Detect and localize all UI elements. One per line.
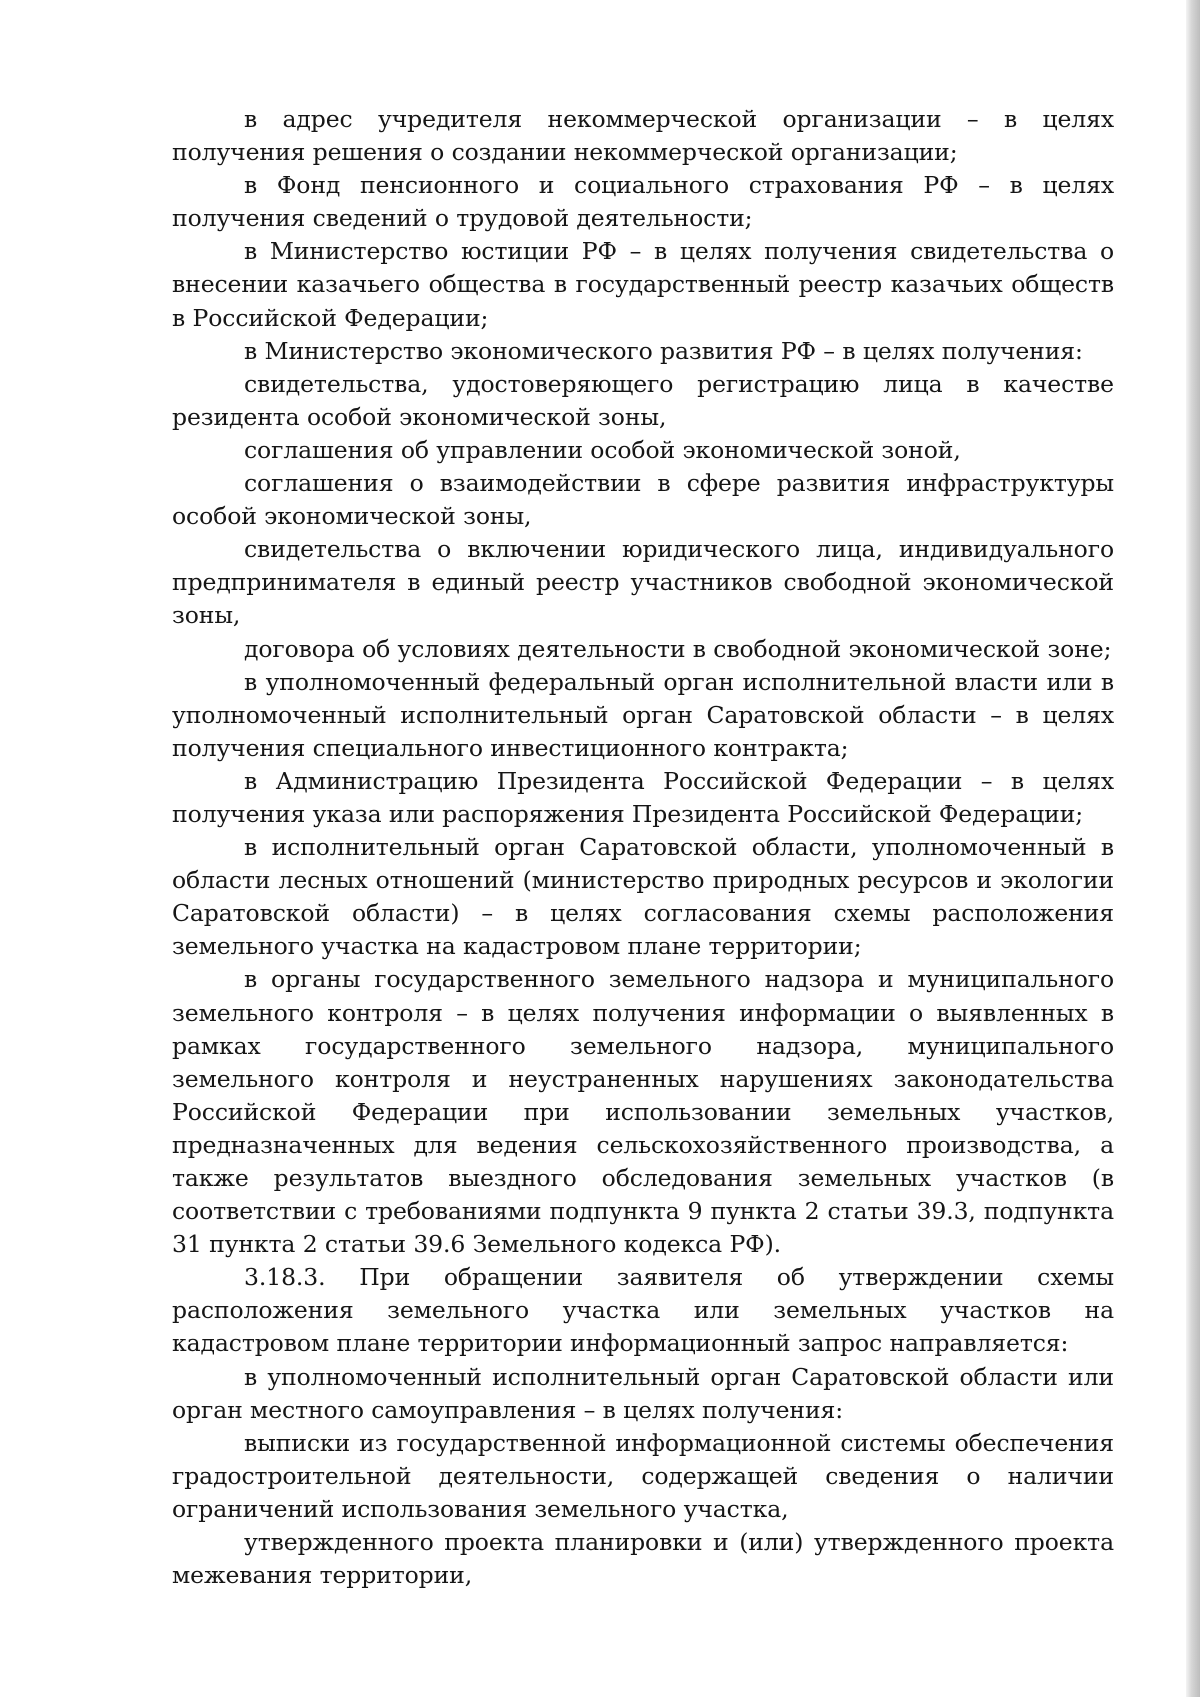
paragraph-free-zone-registry: свидетельства о включении юридического лица, индивидуального предпринимателя в единый реестр участников свободной экономической зоны, bbox=[172, 535, 1114, 630]
paragraph-regional-authority: в уполномоченный исполнительный орган Саратовской области или орган местного самоуправления – в целях получения: bbox=[172, 1362, 1114, 1424]
paragraph-planning-project: утвержденного проекта планировки и (или) утвержденного проекта межевания территории, bbox=[172, 1528, 1114, 1590]
paragraph-presidential-administration: в Администрацию Президента Российской Федерации – в целях получения указа или распоряжения Президента Российской Федерации; bbox=[172, 766, 1114, 828]
paragraph-forest-authority: в исполнительный орган Саратовской области, уполномоченный в области лесных отношений (министерство природных ресурсов и экологии Саратовской области) – в целях согласования схемы расположения земельного участка на кадастровом плане территории; bbox=[172, 833, 1114, 961]
paragraph-pension-fund: в Фонд пенсионного и социального страхования РФ – в целях получения сведений о трудовой деятельности; bbox=[172, 171, 1114, 233]
paragraph-resident-certificate: свидетельства, удостоверяющего регистрацию лица в качестве резидента особой экономической зоны, bbox=[172, 369, 1114, 431]
paragraph-investment-contract: в уполномоченный федеральный орган исполнительной власти или в уполномоченный исполнительный орган Саратовской области – в целях получения специального инвестиционного контракта; bbox=[172, 667, 1114, 762]
paragraph-urban-planning-extract: выписки из государственной информационной системы обеспечения градостроительной деятельности, содержащей сведения о наличии ограничений использования земельного участка, bbox=[172, 1428, 1114, 1523]
paragraph-free-zone-contract: договора об условиях деятельности в свободной экономической зоне; bbox=[244, 634, 1112, 663]
paragraph-land-supervision: в органы государственного земельного надзора и муниципального земельного контроля – в целях получения информации о выявленных в рамках государственного земельного надзора, муниципального земельного контроля и неустраненных нарушениях законодательства Российской Федерации при использовании земельных участков, предназначенных для ведения сельскохозяйственного производства, а также результатов выездного обследования земельных участков (в соответствии с требованиями подпункта 9 пункта 2 статьи 39.3, подпункта 31 пункта 2 статьи 39.6 Земельного кодекса РФ). bbox=[172, 965, 1114, 1259]
paragraph-clause-3-18-3: 3.18.3. При обращении заявителя об утверждении схемы расположения земельного участка или земельных участков на кадастровом плане территории информационный запрос направляется: bbox=[172, 1263, 1114, 1358]
document-body bbox=[172, 103, 1114, 1592]
page-edge-shadow bbox=[1186, 0, 1200, 1697]
paragraph-infrastructure-agreement: соглашения о взаимодействии в сфере развития инфраструктуры особой экономической зоны, bbox=[172, 469, 1114, 531]
paragraph-ministry-of-justice: в Министерство юстиции РФ – в целях получения свидетельства о внесении казачьего общества в государственный реестр казачьих обществ в Российской Федерации; bbox=[172, 237, 1114, 332]
paragraph-nonprofit-founder: в адрес учредителя некоммерческой организации – в целях получения решения о создании некоммерческой организации; bbox=[172, 105, 1114, 167]
paragraph-zone-management-agreement: соглашения об управлении особой экономической зоной, bbox=[244, 435, 961, 464]
paragraph-ministry-of-economic-development: в Министерство экономического развития РФ – в целях получения: bbox=[244, 336, 1083, 365]
